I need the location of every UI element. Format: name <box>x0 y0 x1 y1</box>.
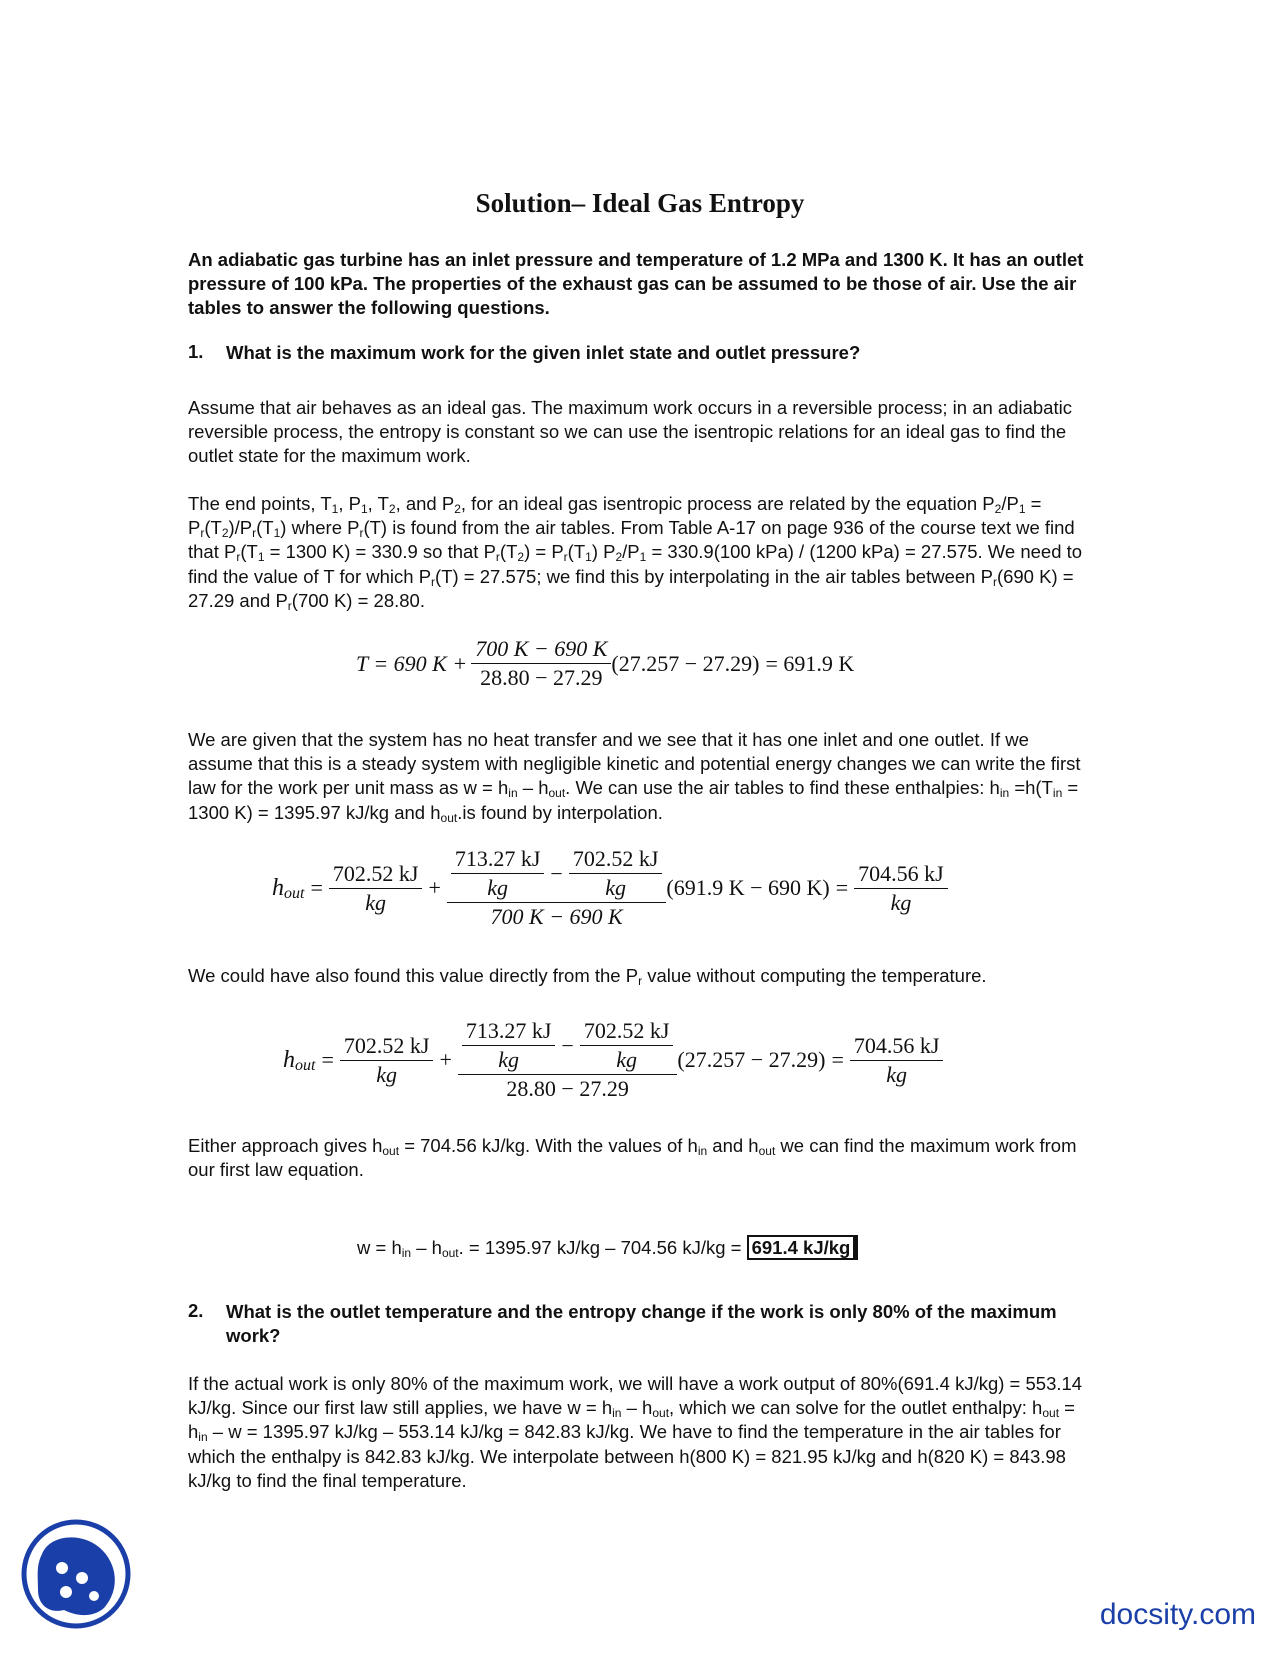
question-1-number: 1. <box>188 341 204 362</box>
eq2-minus: − <box>550 860 563 886</box>
eq3-parenthetical: (27.257 − 27.29) <box>677 1047 826 1072</box>
eq2-base-num: 702.52 kJ <box>329 863 423 889</box>
eq1-numerator: 700 K − 690 K <box>471 638 611 664</box>
brand-link[interactable]: docsity.com <box>1099 1598 1256 1631</box>
eq3-a-fraction <box>462 1020 556 1071</box>
eq3-result-den: kg <box>886 1061 908 1087</box>
eq3-base-den: kg <box>376 1061 398 1087</box>
question-2-number: 2. <box>188 1300 204 1321</box>
eq2-result-fraction <box>854 860 948 915</box>
eq3-result-num: 704.56 kJ <box>850 1035 944 1061</box>
eq3-minus: − <box>561 1032 574 1058</box>
problem-statement: An adiabatic gas turbine has an inlet pressure and temperature of 1.2 MPa and 1300 K. It has an outlet pressure of 100 kPa. The properties of the exhaust gas can be assumed to be those of air. Use the air tables to answer the following questions. <box>188 249 1084 319</box>
eq2-equals: = <box>310 875 323 900</box>
equation-h-out-interpolation <box>272 848 948 928</box>
paragraph-actual-work: If the actual work is only 80% of the maximum work, we will have a work output of 80%(691.4 kJ/kg) = 553.14 kJ/kg. Since our first law still applies, we have $w = h_{in} - h_{out}$, which we can solve for the outlet enthalpy: $h_{out} = h_{in} - w = 1395.97$ kJ/kg – 553.14 kJ/kg = 842.83 kJ/kg. We have to find the temperature in the air tables for which the enthalpy is 842.83 kJ/kg. We interpolate between h(800 K) = 821.95 kJ/kg and h(820 K) = 843.98 kJ/kg to find the final temperature. <box>188 1373 1083 1491</box>
eq1-result: = 691.9 K <box>765 650 855 676</box>
eq2-slope-numerator <box>447 848 667 903</box>
paragraph-assumption: Assume that air behaves as an ideal gas. The maximum work occurs in a reversible process; in an adiabatic reversible process, the entropy is constant so we can use the isentropic relations for an ideal gas to find the outlet state for the maximum work. <box>188 397 1072 467</box>
eq1-denominator: 28.80 − 27.29 <box>480 665 603 690</box>
eq3-b-den: kg <box>616 1047 637 1072</box>
equation-h-out-direct <box>283 1020 943 1100</box>
page-title: Solution– Ideal Gas Entropy <box>475 188 805 218</box>
eq2-a-fraction <box>451 848 545 899</box>
eq2-equals-2: = <box>835 875 849 900</box>
eq3-b-num: 702.52 kJ <box>580 1020 674 1046</box>
paragraph-alternative: We could have also found this value directly from the $P_r$ value without computing the temperature. <box>188 965 987 988</box>
eq3-slope-fraction <box>458 1020 678 1100</box>
eq2-result-num: 704.56 kJ <box>854 863 948 889</box>
max-work-answer: 691.4 kJ/kg <box>747 1235 856 1260</box>
eq2-slope-denominator: 700 K − 690 K <box>490 904 623 929</box>
eq2-lhs: $h_{out}$ <box>272 875 305 902</box>
eq3-base-fraction <box>340 1032 434 1087</box>
eq2-base-den: kg <box>365 889 387 915</box>
docsity-logo-icon <box>20 1518 132 1630</box>
eq2-base-fraction <box>329 860 423 915</box>
eq3-equals-2: = <box>831 1047 844 1072</box>
paragraph-first-law: We are given that the system has no heat transfer and we see that it has one inlet and one outlet. If we assume that this is a steady system with negligible kinetic and potential energy changes we can write the first law for the work per unit mass as $w = h_{in} - h_{out}$. We can use the air tables to find these enthalpies: $h_{in} =h(T_{in} = 1300$ K) = 1395.97 kJ/kg and $h_{out}.is$ found by interpolation. <box>188 729 1081 825</box>
eq3-a-den: kg <box>498 1047 520 1072</box>
eq2-result-den: kg <box>890 889 912 915</box>
eq2-parenthetical: (691.9 K − 690 K) <box>666 875 830 900</box>
eq3-slope-numerator <box>458 1020 678 1075</box>
eq2-plus: + <box>428 875 441 900</box>
eq3-b-fraction <box>580 1020 674 1071</box>
eq1-parenthetical: (27.257 − 27.29) <box>611 650 760 676</box>
eq1-fraction <box>471 638 611 689</box>
question-2-text: What is the outlet temperature and the entropy change if the work is only 80% of the maximum work? <box>226 1301 1057 1347</box>
eq3-result-fraction <box>850 1032 944 1087</box>
eq1-lhs: T = 690 K + <box>356 650 468 676</box>
eq3-base-num: 702.52 kJ <box>340 1035 434 1061</box>
paragraph-either-approach: Either approach gives $h_{out} = 704.56$ kJ/kg. With the values of $h_{in}$ and $h_{out}$ we can find the maximum work from our first law equation. <box>188 1135 1077 1181</box>
eq3-plus: + <box>439 1047 452 1072</box>
eq4-expression: $w = h_{in} - h_{out}$. = 1395.97 kJ/kg – 704.56 kJ/kg = <box>357 1237 747 1260</box>
eq2-b-den: kg <box>605 875 626 900</box>
eq2-slope-fraction <box>447 848 667 928</box>
question-1-text: What is the maximum work for the given inlet state and outlet pressure? <box>226 342 861 363</box>
eq3-slope-denominator: 28.80 − 27.29 <box>506 1076 629 1101</box>
eq2-b-fraction <box>569 848 663 899</box>
paragraph-end-points: The end points, $T_1$, $P_1$, $T_2$, and $P_2$, for an ideal gas isentropic process are related by the equation $P_2/P_1 = P_r(T_2)/P_r(T_1)$ where $P_r(T)$ is found from the air tables. From Table A-17 on page 936 of the course text we find that $P_r(T_1 = 1300$ K) = 330.9 so that $P_r(T_2) = P_r(T_1) P_2/P_1 = 330.9(100$ kPa) / (1200 kPa) = 27.575. We need to find the value of T for which $P_r(T) = 27.575$; we find this by interpolating in the air tables between $P_r(690$ K) = 27.29 and $P_r(700$ K) = 28.80. <box>188 493 1083 613</box>
eq2-a-num: 713.27 kJ <box>451 848 545 874</box>
eq2-b-num: 702.52 kJ <box>569 848 663 874</box>
eq2-a-den: kg <box>487 875 509 900</box>
eq3-equals: = <box>321 1047 334 1072</box>
eq3-lhs: $h_{out}$ <box>283 1047 316 1074</box>
equation-max-work <box>357 1237 855 1259</box>
eq3-a-num: 713.27 kJ <box>462 1020 556 1046</box>
equation-temperature <box>356 638 860 689</box>
